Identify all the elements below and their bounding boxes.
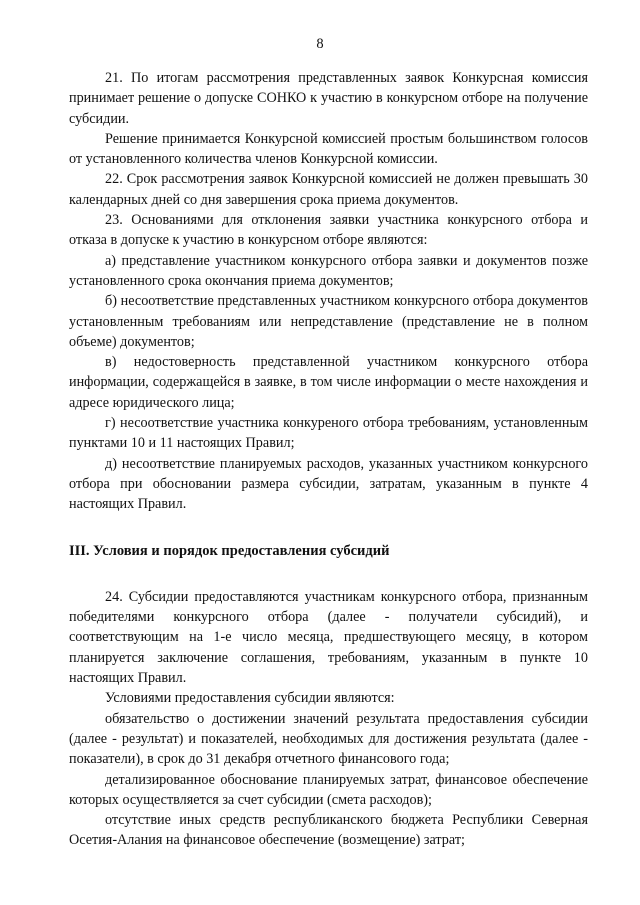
list-item-d: д) несоответствие планируемых расходов, указанных участником конкурсного отбора при обосновании размера субсидии, затратам, указанным в пункте 4 настоящих Правил. xyxy=(69,455,588,513)
paragraph-decision: Решение принимается Конкурсной комиссией простым большинством голосов от установленного количества членов Конкурсной комиссии. xyxy=(69,130,588,168)
list-item-g: г) несоответствие участника конкуреного отбора требованиям, установленным пунктами 10 и 11 настоящих Правил; xyxy=(69,415,588,452)
section-heading: III. Условия и порядок предоставления субсидий xyxy=(69,542,390,559)
paragraph-21: 21. По итогам рассмотрения представленных заявок Конкурсная комиссия принимает решение о допуске СОНКО к участию в конкурсном отборе на получение субсидии. xyxy=(69,70,588,127)
paragraph-24: 24. Субсидии предоставляются участникам конкурсного отбора, признанным победителями конкурсного отбора (далее - получатели субсидий), и соответствующим на 1-е число месяца, предшествующего месяцу, в котором планируется заключение соглашения, требованиям, указанным в пункте 10 настоящих Правил. xyxy=(69,588,588,687)
paragraph-23: 23. Основаниями для отклонения заявки участника конкурсного отбора и отказа в допуске к участию в конкурсном отборе являются: xyxy=(69,212,588,249)
condition-obligation: обязательство о достижении значений результата предоставления субсидии (далее - результат) и показателей, необходимых для достижения результата (далее - показатели), в срок до 31 декабря отчетного финансового года; xyxy=(69,710,588,768)
document-body xyxy=(69,68,588,851)
page-number: 8 xyxy=(316,36,324,52)
list-item-b: б) несоответствие представленных участником конкурсного отбора документов установленным требованиям или непредставление (представление не в полном объеме) документов; xyxy=(69,293,588,350)
paragraph-conditions: Условиями предоставления субсидии являются: xyxy=(105,690,395,707)
condition-no-other-funds: отсутствие иных средств республиканского бюджета Республики Северная Осетия-Алания на финансовое обеспечение (возмещение) затрат; xyxy=(69,812,588,849)
paragraph-22: 22. Срок рассмотрения заявок Конкурсной комиссией не должен превышать 30 календарных дней со дня завершения срока приема документов. xyxy=(69,171,588,208)
list-item-a: а) представление участником конкурсного отбора заявки и документов позже установленного срока окончания приема документов; xyxy=(69,252,588,289)
condition-justification: детализированное обоснование планируемых затрат, финансовое обеспечение которых осуществляется за счет субсидии (смета расходов); xyxy=(69,771,588,808)
list-item-v: в) недостоверность представленной участником конкурсного отбора информации, содержащейся в заявке, в том числе информации о месте нахождения и адресе юридического лица; xyxy=(69,354,588,411)
